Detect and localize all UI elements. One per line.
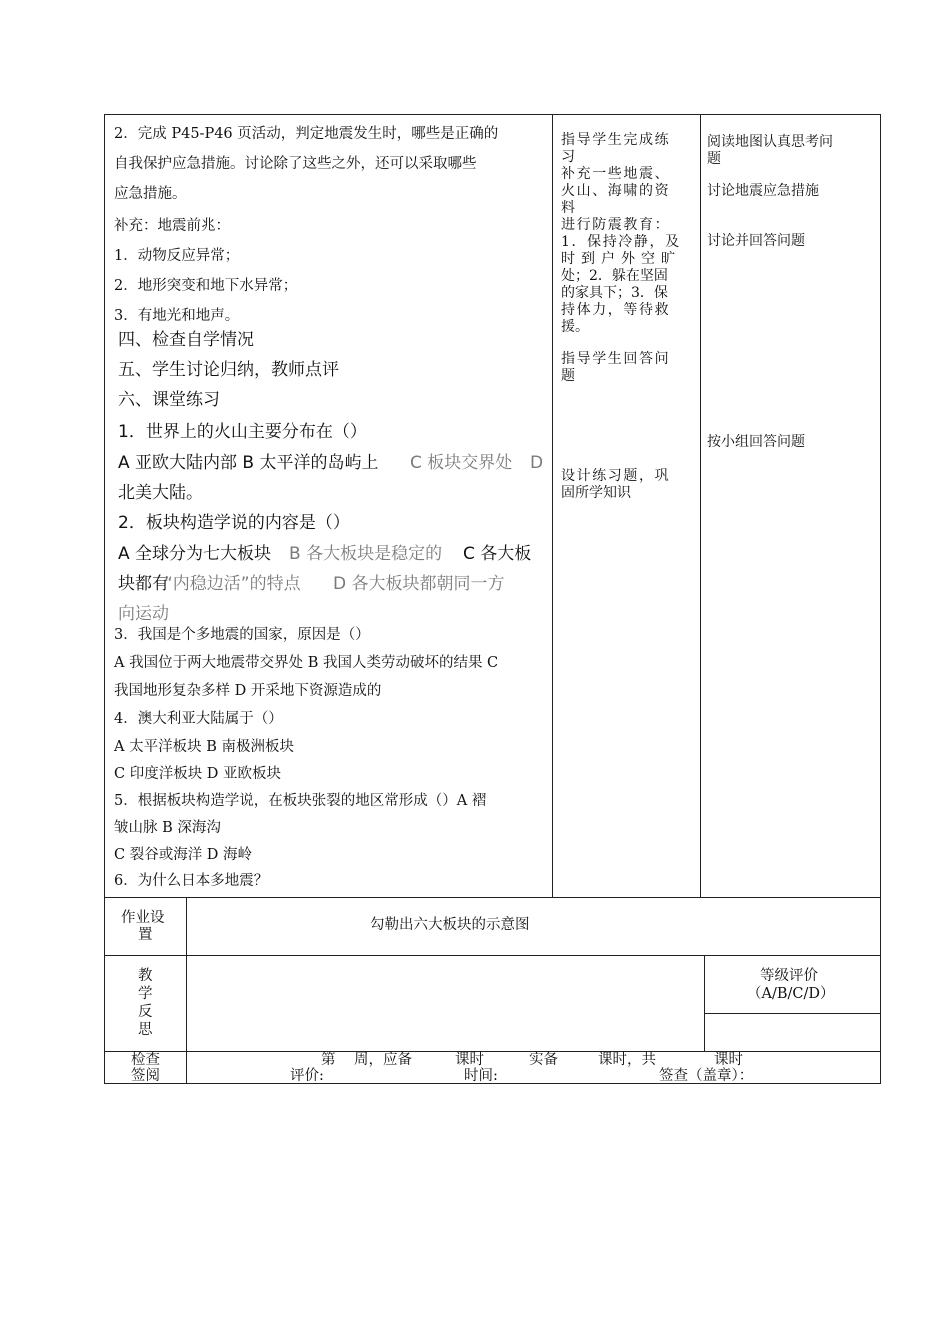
student-line-5: 按小组回答问题 [707, 434, 805, 450]
section-heading-6: 六、课堂练习 [118, 390, 220, 410]
check-label-1: 检查 [131, 1052, 160, 1068]
sign-item-2: 2．地形突变和地下水异常； [114, 278, 298, 294]
reflection-label-char-1: 教 [138, 968, 153, 984]
question-2: 2．板块构造学说的内容是（） [118, 513, 350, 533]
check-total-unit: 课时 [714, 1052, 743, 1068]
divider-main-homework [104, 897, 881, 898]
question-3-line-1: A 我国位于两大地震带交界处 B 我国人类劳动破坏的结果 C [114, 655, 499, 671]
guide-line-11: 持体力，等待救 [561, 302, 671, 318]
question-2-line-1c: C 各大板 [463, 544, 532, 564]
sign-item-1: 1．动物反应异常； [114, 248, 240, 264]
guide-line-13: 指导学生回答问 [561, 351, 671, 367]
grade-scale: （A/B/C/D） [747, 986, 835, 1002]
check-stamp: 签查（盖章）： [659, 1068, 754, 1084]
guide-line-8: 时到户外空旷 [561, 251, 681, 267]
check-time: 时间: [464, 1068, 498, 1084]
question-2-line-2a: 块都有 [118, 574, 169, 594]
question-5-line-3: C 裂谷或海洋 D 海岭 [114, 847, 253, 863]
guide-line-5: 料 [561, 200, 575, 216]
grade-title: 等级评价 [760, 968, 818, 984]
question-5-line-2: 皱山脉 B 深海沟 [114, 820, 221, 836]
guide-line-10: 的家具下；3．保 [561, 285, 668, 301]
question-6: 6．为什么日本多地震？ [114, 873, 269, 889]
activity-line-3: 应急措施。 [114, 186, 187, 202]
guide-line-7: 1．保持冷静，及 [561, 234, 681, 250]
check-label-2: 签阅 [131, 1068, 160, 1084]
question-1-options-b: C 板块交界处 [410, 453, 513, 473]
question-3: 3．我国是个多地震的国家，原因是（） [114, 627, 370, 643]
question-2-line-2c: D 各大板块都朝同一方 [333, 574, 505, 594]
guide-line-3: 补充一些地震、 [561, 166, 671, 182]
guide-line-4: 火山、海啸的资 [561, 183, 671, 199]
section-heading-5: 五、学生讨论归纳，教师点评 [118, 360, 339, 380]
reflection-label-char-2: 学 [138, 986, 153, 1002]
student-line-3: 讨论地震应急措施 [707, 183, 819, 199]
question-1-options-a: A 亚欧大陆内部 B 太平洋的岛屿上 [118, 453, 379, 473]
question-1: 1．世界上的火山主要分布在（） [118, 422, 367, 442]
question-1-options-d: 北美大陆。 [118, 483, 203, 503]
homework-content: 勾勒出六大板块的示意图 [370, 917, 530, 933]
question-4-line-2: C 印度洋板块 D 亚欧板块 [114, 766, 282, 782]
guide-line-14: 题 [561, 368, 575, 384]
student-line-2: 题 [707, 151, 721, 167]
divider-reflection-check [104, 1051, 881, 1052]
question-2-line-1a: A 全球分为七大板块 [118, 544, 272, 564]
check-planned-unit: 课时 [455, 1052, 484, 1068]
check-evaluation: 评价: [290, 1068, 324, 1084]
question-4: 4．澳大利亚大陆属于（） [114, 711, 283, 727]
guide-line-15: 设计练习题，巩 [561, 468, 671, 484]
reflection-label-char-4: 思 [138, 1022, 153, 1038]
divider-grade-column [704, 955, 705, 1051]
check-planned: 周，应备 [354, 1052, 412, 1068]
check-actual: 实备 [529, 1052, 558, 1068]
divider-label-column [186, 897, 187, 1084]
student-line-1: 阅读地图认真思考问 [707, 134, 833, 150]
supplement-title: 补充：地震前兆： [114, 218, 230, 234]
question-3-line-2: 我国地形复杂多样 D 开采地下资源造成的 [114, 683, 382, 699]
question-5-line-1: 5．根据板块构造学说，在板块张裂的地区常形成（）A 褶 [114, 793, 487, 809]
activity-line-2: 自我保护应急措施。讨论除了这些之外，还可以采取哪些 [114, 156, 477, 172]
guide-line-6: 进行防震教育： [561, 217, 671, 233]
question-2-line-3: 向运动 [118, 604, 169, 624]
section-heading-4: 四、检查自学情况 [118, 330, 254, 350]
guide-line-1: 指导学生完成练 [561, 132, 671, 148]
divider-col1-col2 [552, 114, 553, 897]
divider-homework-reflection [104, 955, 881, 956]
check-week: 第 [321, 1052, 336, 1068]
question-1-options-c: D [530, 453, 544, 473]
student-line-4: 讨论并回答问题 [707, 233, 805, 249]
reflection-label-char-3: 反 [138, 1004, 153, 1020]
divider-grade-box [704, 1013, 881, 1014]
check-actual-unit: 课时，共 [598, 1052, 656, 1068]
divider-col2-col3 [700, 114, 701, 897]
guide-line-12: 援。 [561, 319, 589, 335]
activity-line-1: 2．完成 P45-P46 页活动，判定地震发生时，哪些是正确的 [114, 126, 499, 142]
question-2-line-1b: B 各大板块是稳定的 [289, 544, 443, 564]
guide-line-2: 习 [561, 149, 575, 165]
question-4-line-1: A 太平洋板块 B 南极洲板块 [114, 739, 294, 755]
sign-item-3: 3．有地光和地声。 [114, 308, 240, 324]
question-2-line-2b: “内稳边活”的特点 [164, 574, 301, 594]
guide-line-9: 处；2．躲在坚固 [561, 268, 668, 284]
guide-line-16: 固所学知识 [561, 485, 631, 501]
homework-label-1: 作业设 [121, 910, 165, 926]
homework-label-2: 置 [138, 927, 153, 943]
